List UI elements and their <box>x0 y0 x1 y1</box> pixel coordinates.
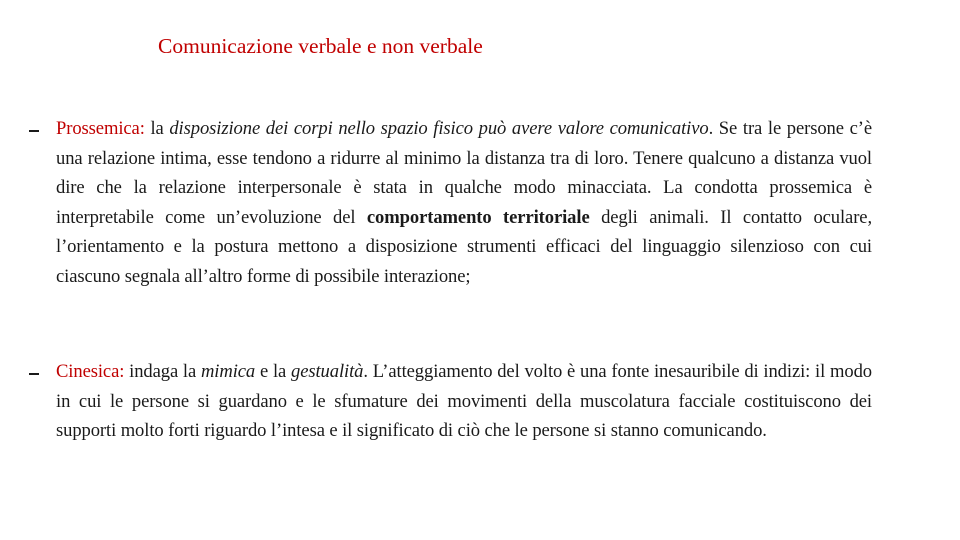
text-segment: . Se tra le persone c’è una relazione intima, esse tendono a ridurre al minimo la distanza tra di loro. Tenere qualcuno a distanza vuol dire che la relazione interpersonale è stata in qualche modo minacciata. La condotta prossemica è interpretabile come un’evoluzione del <box>56 118 872 228</box>
bullet-text <box>56 357 872 446</box>
text-segment: . L’atteggiamento del volto è una fonte inesauribile di indizi: il modo in cui le persone si guardano e le sfumature dei movimenti della muscolatura facciale costituiscono dei supporti molto forti riguardo l’intesa e il significato di ciò che le persone si stanno comunicando. <box>56 361 872 442</box>
text-segment: la <box>144 118 170 139</box>
slide-title: Comunicazione verbale e non verbale <box>158 34 483 58</box>
bullet-dash-icon <box>29 130 39 132</box>
text-segment: degli animali. Il contatto oculare, l’orientamento e la postura mettono a disposizione strumenti efficaci del linguaggio silenzioso con cui ciascuno segnala all’altro forme di possibile interazione; <box>56 206 873 287</box>
text-segment-italic: disposizione dei corpi nello spazio fisico può avere valore comunicativo <box>169 118 709 139</box>
text-segment: e la <box>255 361 291 382</box>
bullet-dash-icon <box>29 373 39 375</box>
bullet-text <box>56 114 872 292</box>
text-segment-bold: comportamento territoriale <box>366 206 590 228</box>
text-segment: indaga la <box>124 361 201 382</box>
bullet-term: Cinesica: <box>56 361 125 382</box>
bullet-term: Prossemica: <box>56 118 145 139</box>
text-segment-italic: mimica <box>200 361 256 382</box>
text-segment-italic: gestualità <box>291 361 364 382</box>
